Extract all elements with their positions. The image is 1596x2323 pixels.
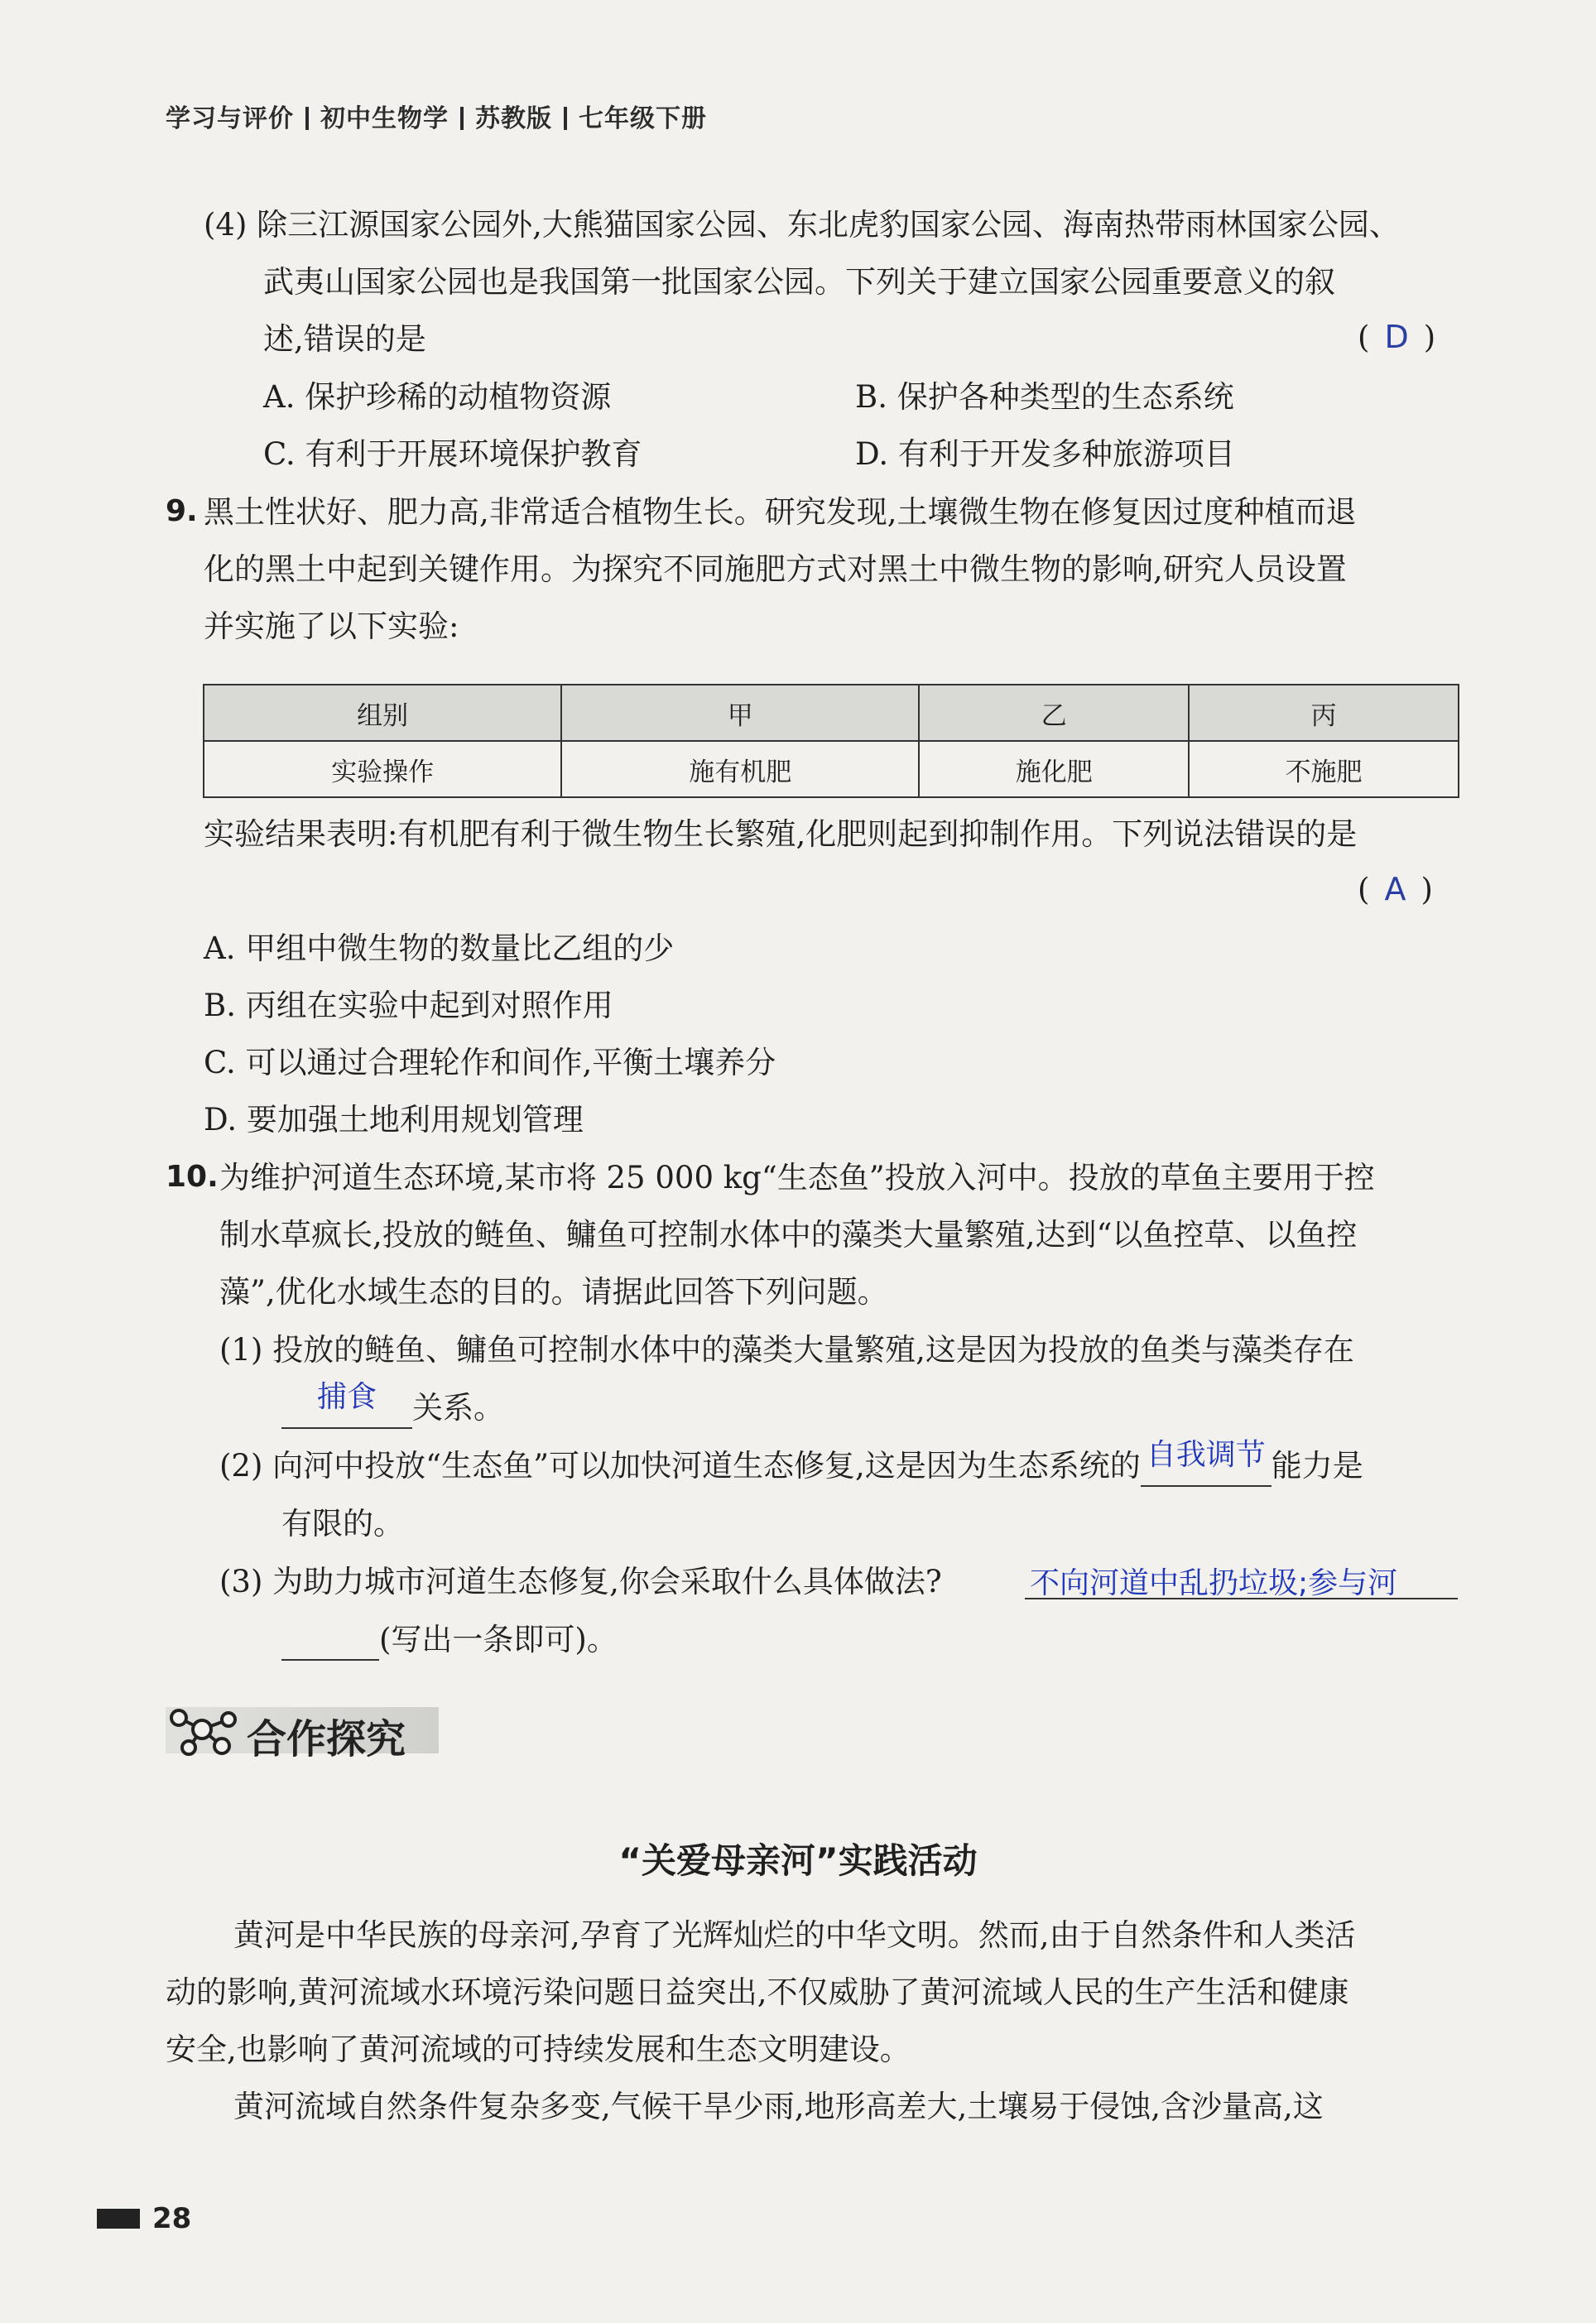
q10-line3: 藻”,优化水域生态的目的。请据此回答下列问题。 (219, 1274, 888, 1310)
paragraph1-line3: 安全,也影响了黄河流域的可持续发展和生态文明建设。 (166, 2032, 911, 2067)
activity-title: “关爱母亲河”实践活动 (618, 1840, 978, 1881)
header-divider (564, 107, 567, 130)
q10-3-prefix: (3) 为助力城市河道生态修复,你会采取什么具体做法? (219, 1564, 942, 1599)
q10-3-blank (1025, 1561, 1458, 1599)
q8-4-answer-bracket: ( D ) (1358, 319, 1440, 355)
q10-3-blank-2 (281, 1623, 379, 1661)
table-cell: 施化肥 (919, 741, 1189, 797)
q8-4-line1: (4) 除三江源国家公园外,大熊猫国家公园、东北虎豹国家公园、海南热带雨林国家公园、 (204, 207, 1400, 243)
running-header (166, 98, 707, 134)
q9-option-d: D. 要加强土地利用规划管理 (204, 1102, 584, 1137)
table-header-cell: 组别 (204, 685, 561, 741)
q10-1-line2 (281, 1380, 504, 1429)
q9-line2: 化的黑土中起到关键作用。为探究不同施肥方式对黑土中微生物的影响,研究人员设置 (204, 551, 1347, 587)
table-header-cell: 丙 (1189, 685, 1459, 741)
page-marker-bar (97, 2209, 140, 2229)
q10-2-prefix: (2) 向河中投放“生态鱼”可以加快河道生态修复,这是因为生态系统的 (219, 1448, 1141, 1484)
q8-4-option-d: D. 有利于开发多种旅游项目 (855, 436, 1235, 472)
q10-1-tail: 关系。 (412, 1390, 504, 1426)
q8-4-option-b: B. 保护各种类型的生态系统 (855, 379, 1234, 415)
q10-2-line2: 有限的。 (281, 1506, 404, 1541)
q9-line1: 黑土性状好、肥力高,非常适合植物生长。研究发现,土壤微生物在修复因过度种植而退 (204, 494, 1357, 530)
q9-option-c: C. 可以通过合理轮作和间作,平衡土壤养分 (204, 1045, 776, 1080)
q10-1-line1: (1) 投放的鲢鱼、鳙鱼可控制水体中的藻类大量繁殖,这是因为投放的鱼类与藻类存在 (219, 1332, 1354, 1368)
q10-2-line1 (219, 1438, 1363, 1487)
q10-1-answer: 捕食 (316, 1380, 377, 1414)
q9-answer-bracket: ( A ) (1358, 871, 1436, 907)
q9-option-b: B. 丙组在实验中起到对照作用 (204, 988, 613, 1023)
q8-4-option-c: C. 有利于开展环境保护教育 (263, 436, 642, 472)
q10-3-tail: (写出一条即可)。 (379, 1622, 618, 1657)
header-subject: 初中生物学 (320, 104, 449, 133)
q8-4-line3: 述,错误的是 (263, 321, 426, 357)
header-divider (305, 107, 309, 130)
q9-line3: 并实施了以下实验: (204, 608, 459, 644)
q10-line2: 制水草疯长,投放的鲢鱼、鳙鱼可控制水体中的藻类大量繁殖,达到“以鱼控草、以鱼控 (219, 1217, 1358, 1253)
q9-result-line: 实验结果表明:有机肥有利于微生物生长繁殖,化肥则起到抑制作用。下列说法错误的是 (204, 816, 1358, 852)
table-header-row (204, 685, 1459, 741)
header-book: 学习与评价 (166, 104, 294, 133)
paragraph1-line1: 黄河是中华民族的母亲河,孕育了光辉灿烂的中华文明。然而,由于自然条件和人类活 (233, 1917, 1356, 1953)
table-cell: 不施肥 (1189, 741, 1459, 797)
q8-4-option-a: A. 保护珍稀的动植物资源 (263, 379, 612, 415)
q9-answer: A (1384, 871, 1410, 907)
q9-option-a: A. 甲组中微生物的数量比乙组的少 (204, 931, 675, 966)
q10-2-blank (1141, 1438, 1272, 1487)
table-cell: 施有机肥 (561, 741, 919, 797)
experiment-table (203, 684, 1459, 798)
q8-4-line2: 武夷山国家公园也是我国第一批国家公园。下列关于建立国家公园重要意义的叙 (263, 264, 1335, 300)
q10-2-answer: 自我调节 (1146, 1438, 1266, 1472)
table-row (204, 741, 1459, 797)
q10-line1: 为维护河道生态环境,某市将 25 000 kg“生态鱼”投放入河中。投放的草鱼主要用于控 (219, 1160, 1375, 1195)
table-header-cell: 甲 (561, 685, 919, 741)
q10-2-suffix: 能力是 (1271, 1448, 1363, 1484)
header-grade: 七年级下册 (579, 104, 707, 133)
q8-4-answer: D (1384, 319, 1412, 355)
header-edition: 苏教版 (475, 104, 552, 133)
paragraph1-line2: 动的影响,黄河流域水环境污染问题日益突出,不仅威胁了黄河流域人民的生产生活和健康 (166, 1974, 1349, 2010)
molecule-icon (164, 1701, 243, 1759)
q10-3-answer: 不向河道中乱扔垃圾;参与河 (1030, 1566, 1398, 1600)
q10-1-blank (281, 1380, 412, 1429)
table-header-cell: 乙 (919, 685, 1189, 741)
header-divider (460, 107, 464, 130)
table-cell: 实验操作 (204, 741, 561, 797)
paragraph2-line1: 黄河流域自然条件复杂多变,气候干旱少雨,地形高差大,土壤易于侵蚀,含沙量高,这 (233, 2089, 1324, 2124)
page-number: 28 (152, 2202, 192, 2235)
q10-number: 10. (166, 1160, 219, 1194)
q9-number: 9. (166, 494, 198, 528)
q10-3-line2 (281, 1619, 618, 1661)
section-title: 合作探究 (247, 1716, 406, 1763)
